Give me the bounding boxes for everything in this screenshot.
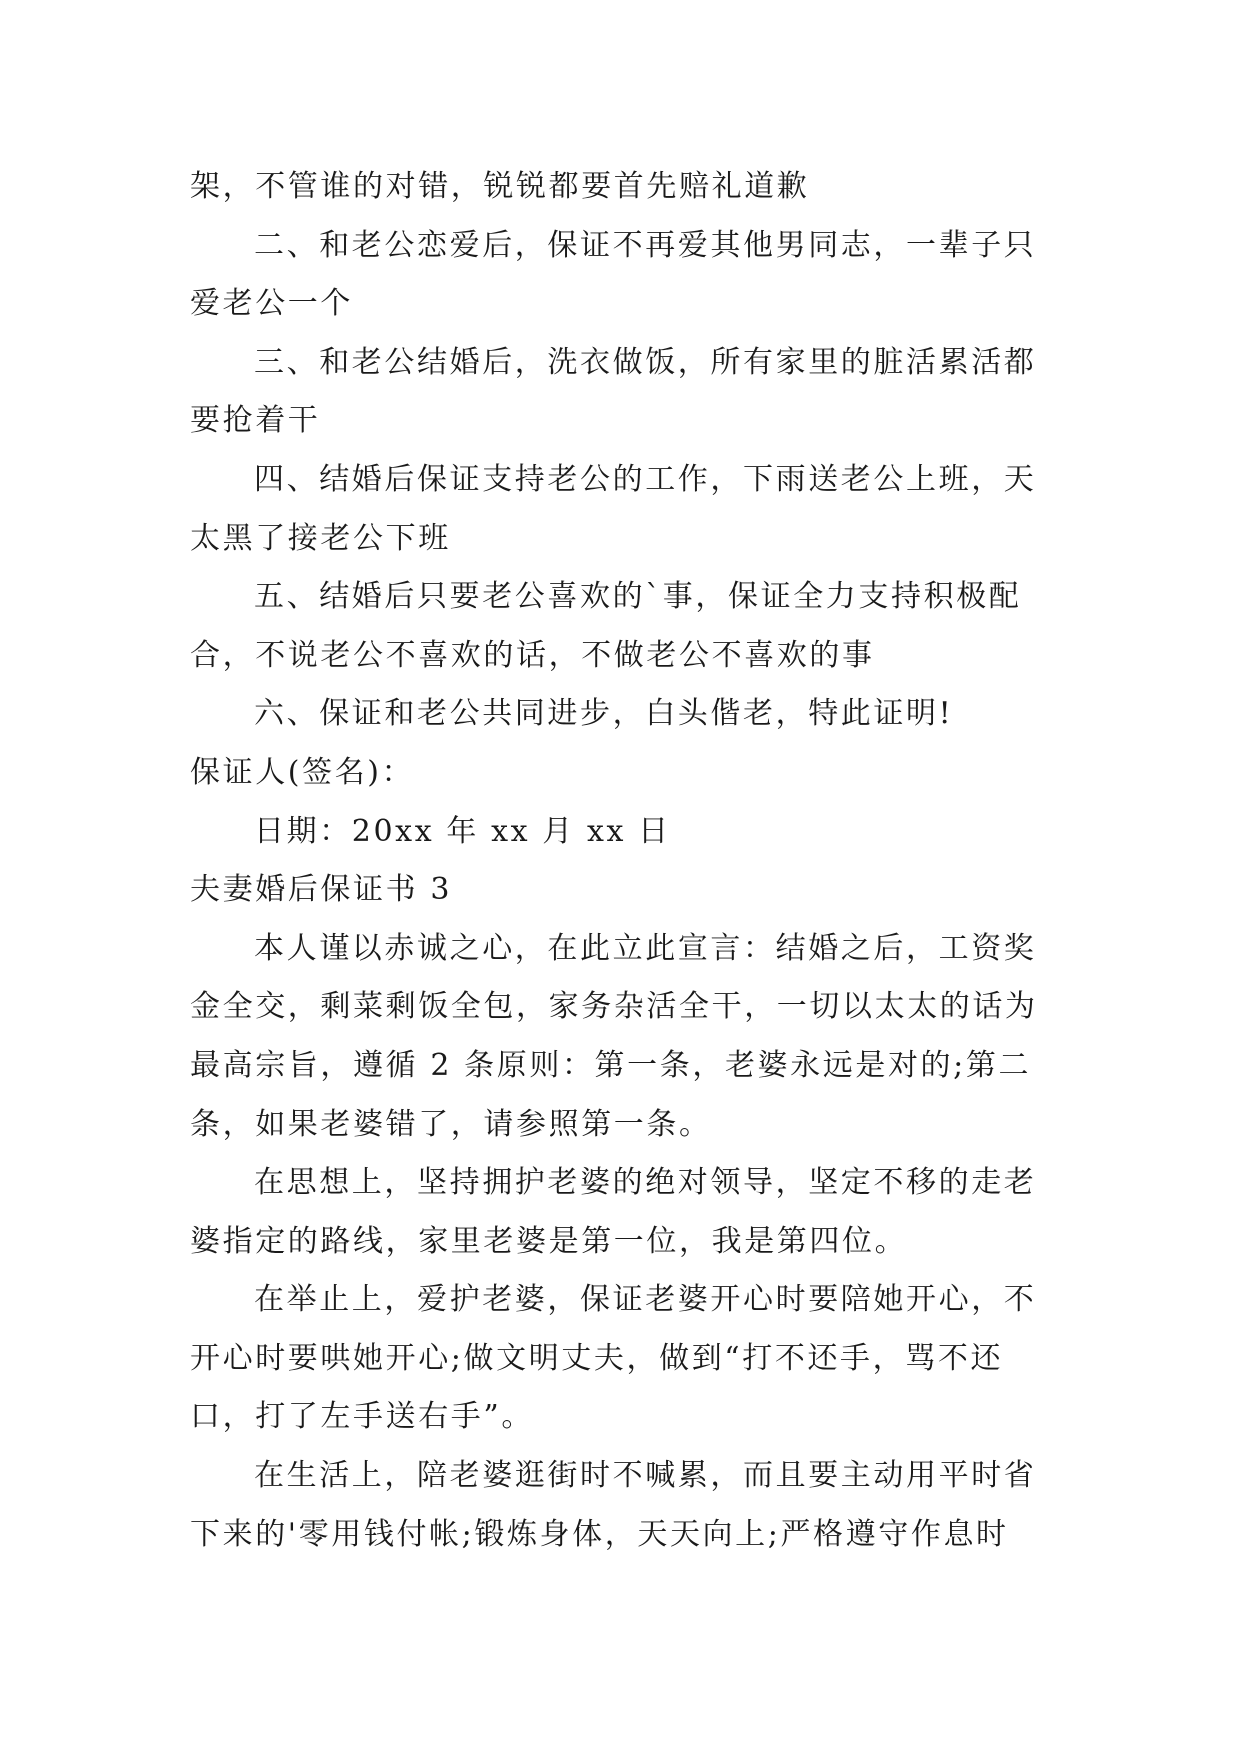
signature-label: 保证人(签名)： [190, 754, 415, 790]
text-line: 爱老公一个 [190, 286, 353, 322]
text-line: 条，如果老婆错了，请参照第一条。 [190, 1106, 712, 1142]
date-line: 日期：20xx 年 xx 月 xx 日 [254, 813, 671, 849]
text-line: 太黑了接老公下班 [190, 520, 451, 556]
text-line: 开心时要哄她开心;做文明丈夫，做到“打不还手，骂不还 [190, 1340, 1004, 1376]
text-line: 要抢着干 [190, 403, 321, 439]
text-line: 婆指定的路线，家里老婆是第一位，我是第四位。 [190, 1223, 908, 1259]
text-line: 金全交，剩菜剩饭全包，家务杂活全干，一切以太太的话为 [190, 989, 1038, 1025]
text-line: 五、结婚后只要老公喜欢的`事，保证全力支持积极配 [254, 579, 1022, 615]
text-line: 本人谨以赤诚之心，在此立此宣言：结婚之后，工资奖 [254, 930, 1037, 966]
text-line: 合，不说老公不喜欢的话，不做老公不喜欢的事 [190, 637, 875, 673]
section-title: 夫妻婚后保证书 3 [190, 872, 453, 908]
text-line: 架，不管谁的对错，锐锐都要首先赔礼道歉 [190, 169, 810, 204]
text-line: 最高宗旨，遵循 2 条原则：第一条，老婆永远是对的;第二 [190, 1047, 1032, 1083]
text-line: 在举止上，爱护老婆，保证老婆开心时要陪她开心，不 [254, 1282, 1037, 1318]
text-line: 在思想上，坚持拥护老婆的绝对领导，坚定不移的走老 [254, 1165, 1037, 1201]
text-line: 二、和老公恋爱后，保证不再爱其他男同志，一辈子只 [254, 227, 1037, 263]
text-line: 四、结婚后保证支持老公的工作，下雨送老公上班，天 [254, 461, 1037, 497]
document-body [190, 158, 1050, 1564]
text-line: 下来的'零用钱付帐;锻炼身体，天天向上;严格遵守作息时 [190, 1516, 1009, 1552]
text-line: 六、保证和老公共同进步，白头偕老，特此证明! [254, 696, 954, 732]
text-line: 在生活上，陪老婆逛街时不喊累，而且要主动用平时省 [254, 1458, 1037, 1494]
text-line: 口，打了左手送右手”。 [190, 1399, 534, 1435]
text-line: 三、和老公结婚后，洗衣做饭，所有家里的脏活累活都 [254, 344, 1037, 380]
